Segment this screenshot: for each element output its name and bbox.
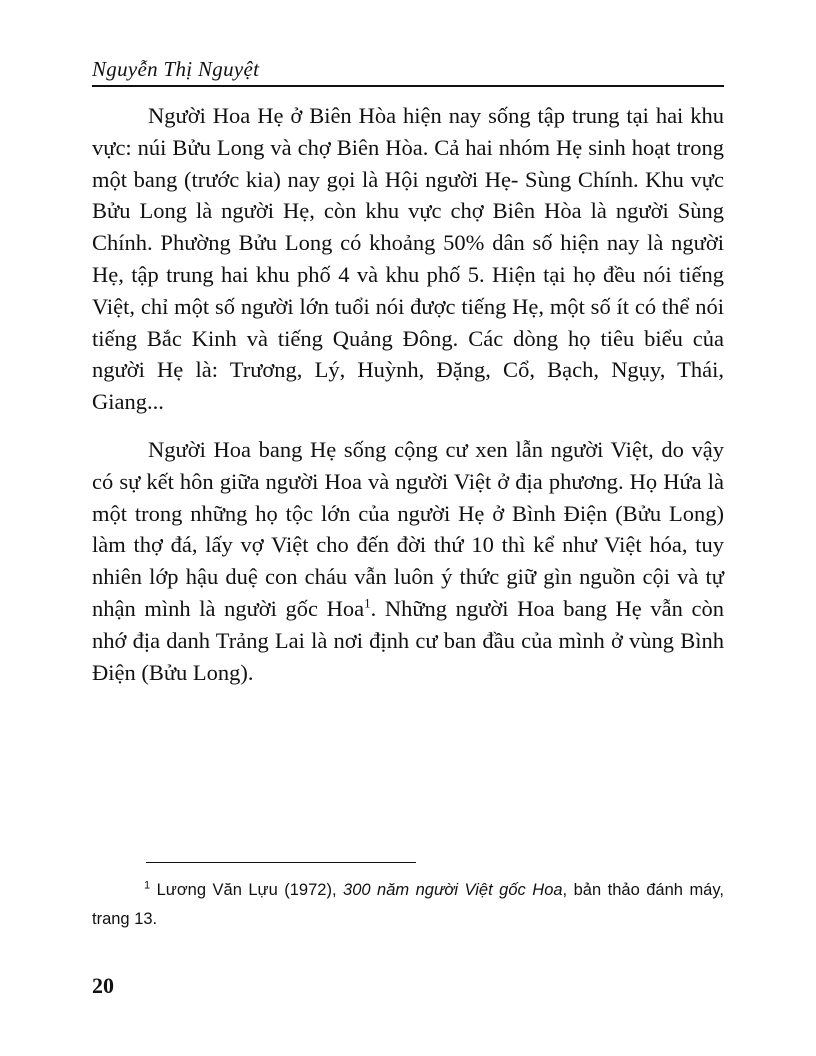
footnote-rest: , bản thảo đánh máy, trang 13. [92,881,724,928]
paragraph-1: Người Hoa Hẹ ở Biên Hòa hiện nay sống tập trung tại hai khu vực: núi Bửu Long và chợ Biên Hòa. Cả hai nhóm Hẹ sinh hoạt trong một bang (trước kia) nay gọi là Hội người Hẹ- Sùng Chính. Khu vực Bửu Long là người Hẹ, còn khu vực chợ Biên Hòa là người Sùng Chính. Phường Bửu Long có khoảng 50% dân số hiện nay là người Hẹ, tập trung hai khu phố 4 và khu phố 5. Hiện tại họ đều nói tiếng Việt, chỉ một số người lớn tuổi nói được tiếng Hẹ, một số ít có thể nói tiếng Bắc Kinh và tiếng Quảng Đông. Các dòng họ tiêu biểu của người Hẹ là: Trương, Lý, Huỳnh, Đặng, Cổ, Bạch, Ngụy, Thái, Giang... [92,103,724,415]
footnote [92,876,724,934]
footnote-reference: 1 [364,595,371,611]
footnote-title: 300 năm người Việt gốc Hoa [343,881,563,899]
footnote-marker: 1 [144,879,151,892]
paragraph-2-text-b: . Những người Hoa bang Hẹ vẫn còn nhớ địa danh Trảng Lai là nơi định cư ban đầu của mình ở vùng Bình Điện (Bửu Long). [92,595,724,685]
page-number: 20 [92,973,114,998]
running-header-author: Nguyễn Thị Nguyệt [92,57,260,81]
footnote-rule [146,862,416,863]
header-rule [92,85,724,87]
footnote-author: Lương Văn Lựu (1972), [156,881,344,899]
paragraph-2-text-a: Người Hoa bang Hẹ sống cộng cư xen lẫn người Việt, do vậy có sự kết hôn giữa người Hoa và người Việt ở địa phương. Họ Hứa là một trong những họ tộc lớn của người Hẹ ở Bình Điện (Bửu Long) làm thợ đá, lấy vợ Việt cho đến đời thứ 10 thì kể như Việt hóa, tuy nhiên lớp hậu duệ con cháu vẫn luôn ý thức giữ gìn nguồn cội và tự nhận mình là người gốc Hoa [92,436,724,621]
paragraph-2 [92,434,724,688]
body-text [92,100,724,688]
